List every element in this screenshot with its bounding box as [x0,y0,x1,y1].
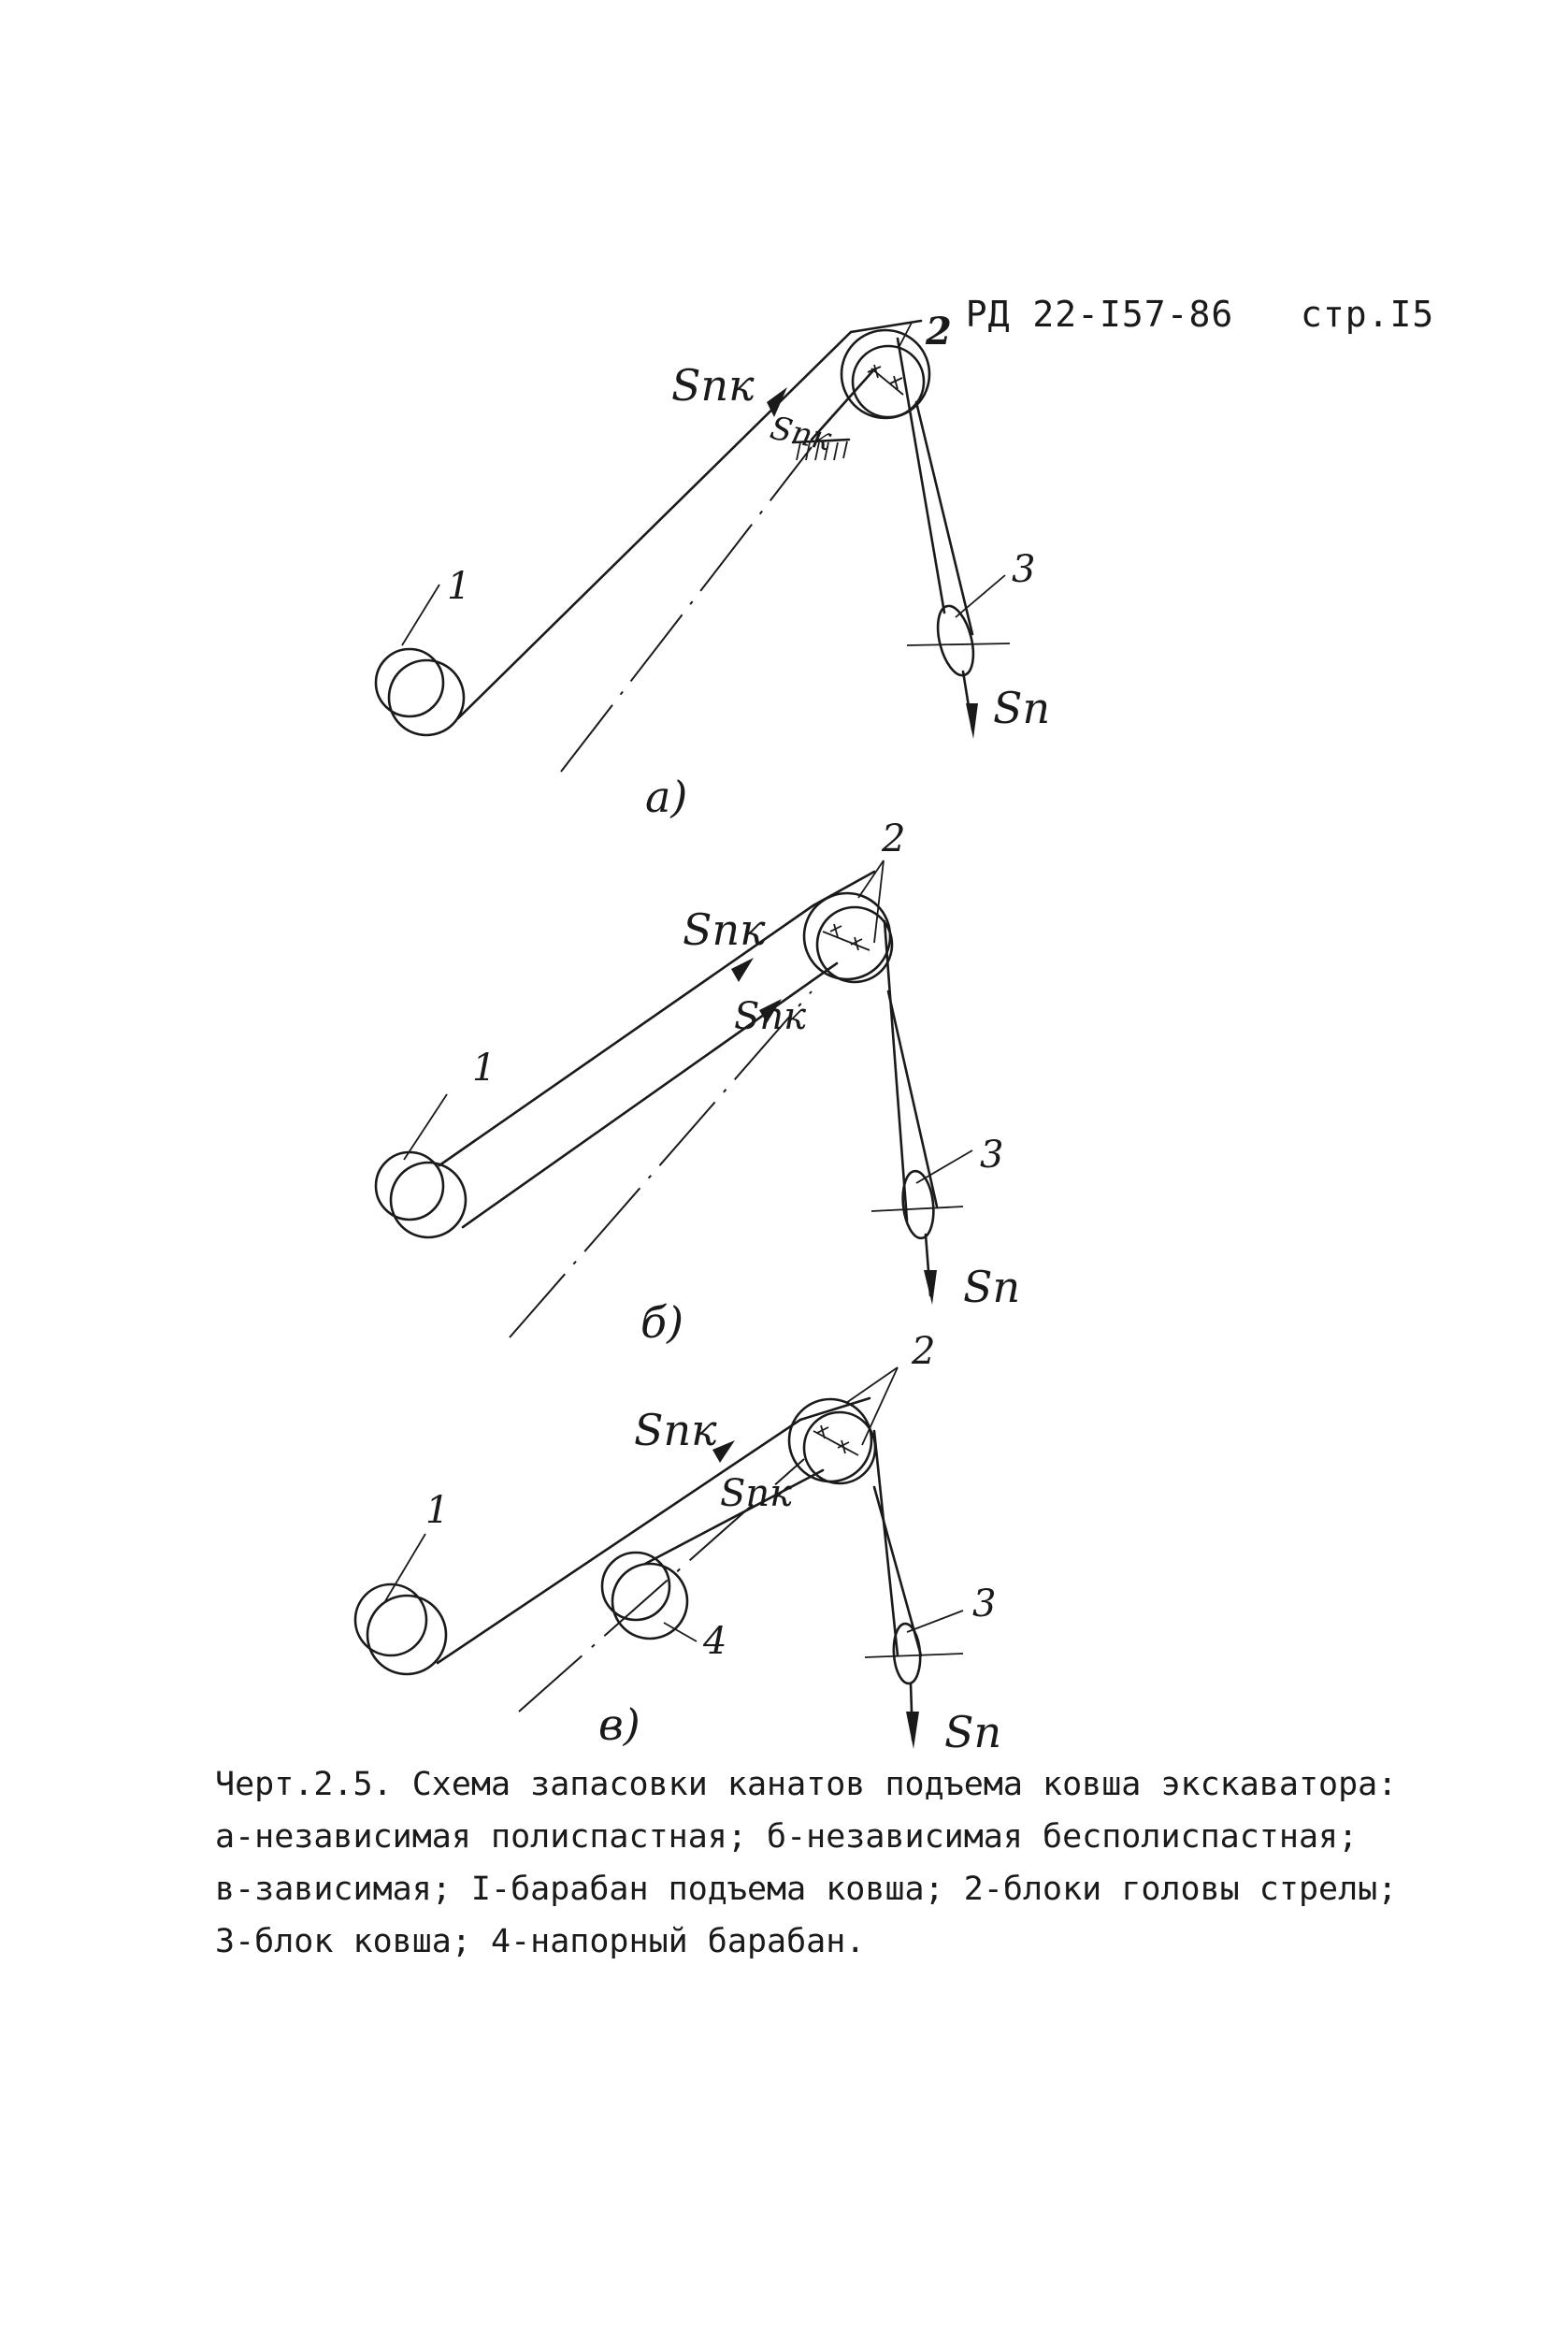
label-3: 3 [972,1582,997,1626]
bucket-block-axis [907,643,1010,645]
hoist-drum-1 [389,660,464,735]
drum-1-back [376,649,443,716]
crowd-drum-4 [612,1564,687,1639]
panel-a [376,310,1050,822]
bucket-rope-left [885,921,907,1221]
document-code: РД 22-I57-86 [965,294,1234,335]
load-force-label: Sп [993,683,1051,733]
label-3: 3 [1012,548,1036,591]
sheave-axle-marks [823,924,870,950]
center-line [510,991,812,1337]
panel-b [376,817,1020,1348]
caption-line-3: в-зависимая; I-барабан подъема ковша; 2-блоки головы стрелы; [215,1871,1398,1908]
rope-force-label: Sпк [683,904,766,955]
second-rope-force-label: Sпк [734,995,807,1038]
panel-c [355,1330,1001,1757]
load-force-label: Sп [944,1707,1002,1757]
figure-caption [215,1758,1449,1968]
hoist-drum-1 [367,1596,446,1674]
bucket-block-axis [871,1207,963,1211]
caption-line-1: Черт.2.5. Схема запасовки канатов подъема ковша экскаватора: [215,1766,1398,1803]
caption-line-4: 3-блок ковша; 4-напорный барабан. [215,1923,866,1960]
label-3: 3 [980,1134,1004,1177]
label-2: 2 [926,310,952,354]
bucket-rope-right [888,991,937,1207]
bucket-block-3 [931,602,979,679]
center-line [561,447,812,772]
sheave-axle-marks [813,1425,858,1455]
hoist-rope [438,1420,800,1663]
bucket-rope-left [874,1431,898,1655]
load-arrowhead [906,1712,919,1749]
second-rope-force-label: Sпк [720,1472,793,1515]
drum-1-back [355,1584,426,1655]
sheave-axle-marks [868,365,903,395]
caption-line-2: а-независимая полиспастная; б-независимая бесполиспастная; [215,1818,1359,1856]
panel-label-b: б) [640,1297,684,1348]
rope-force-label: Sпк [671,360,755,411]
panel-label-c: в) [598,1699,640,1750]
dead-end-force-label: Sпк [767,409,835,459]
page-number: стр.I5 [1300,294,1435,335]
label-4: 4 [703,1620,727,1663]
rope-force-label: Sпк [634,1405,717,1455]
load-arrowhead [966,703,978,739]
leader-1 [385,1534,425,1601]
bucket-block-axis [865,1654,963,1657]
label-2: 2 [882,817,906,860]
label-1: 1 [425,1489,450,1532]
hoist-drum-1 [391,1163,466,1237]
load-force-label: Sп [963,1262,1021,1312]
bucket-rope-right [916,402,972,634]
rope-over-sheave [800,1398,870,1420]
label-2: 2 [912,1330,936,1373]
leader-1 [404,1094,447,1160]
label-1: 1 [472,1047,496,1090]
leader-1 [402,585,439,645]
bucket-rope-left [898,339,944,613]
hoist-rope [458,332,851,718]
leader-3 [907,1611,963,1632]
load-arrowhead [924,1270,937,1305]
panel-label-a: a) [645,772,688,822]
label-1: 1 [447,565,471,608]
